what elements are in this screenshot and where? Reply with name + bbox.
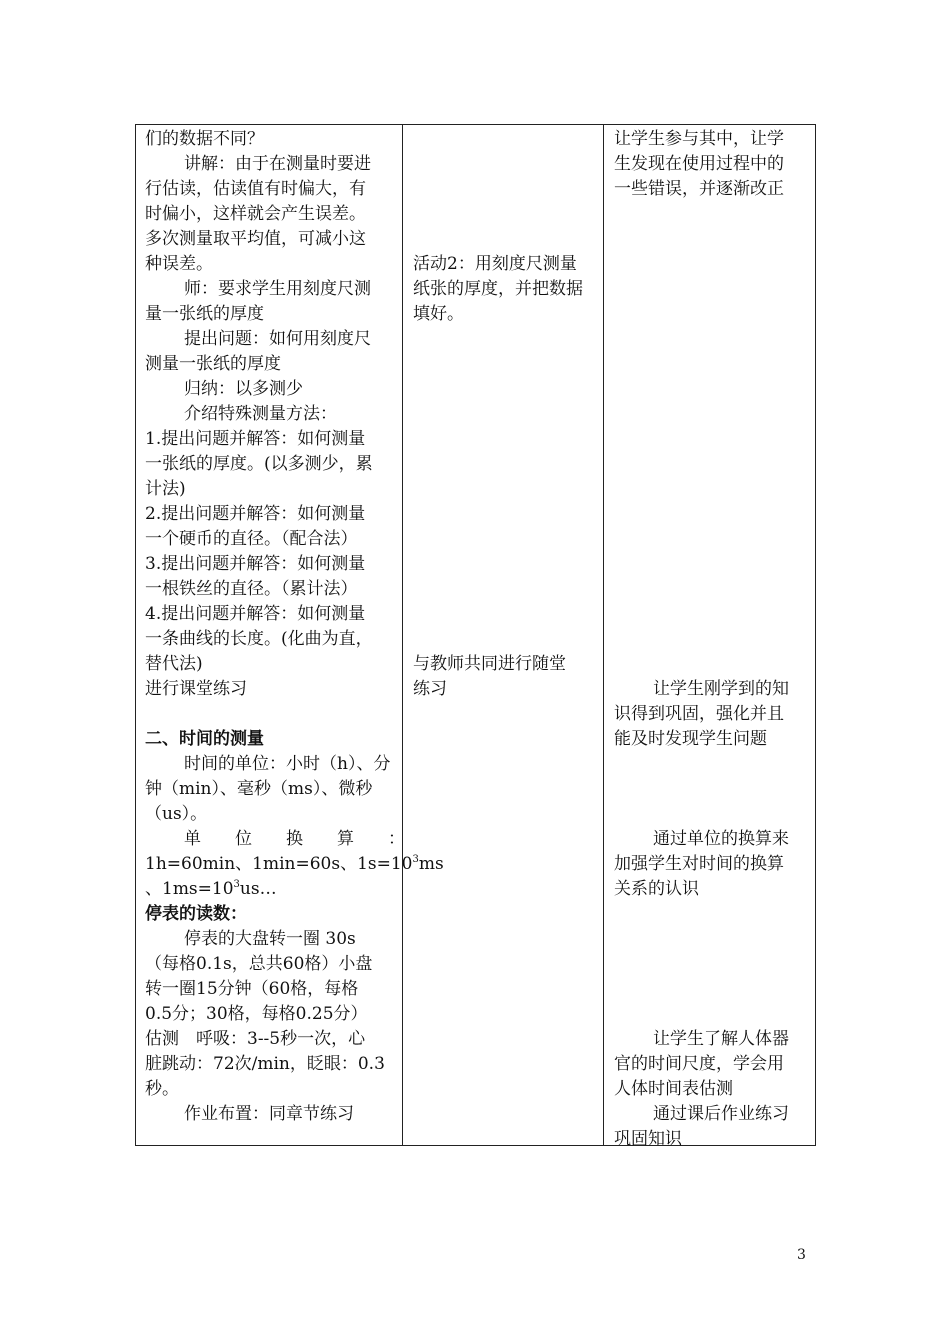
- teacher-text-line: 量一张纸的厚度: [145, 304, 264, 324]
- teacher-text-line: 介绍特殊测量方法：: [184, 404, 337, 424]
- teacher-text-line: 单 位 换 算 ：: [184, 829, 405, 849]
- section-heading: 二、时间的测量: [145, 729, 264, 749]
- intent-text-line: 识得到巩固，强化并且: [614, 704, 784, 724]
- teacher-text-line: 计法): [145, 479, 186, 499]
- lesson-plan-table: [135, 124, 816, 1149]
- teacher-text-line: 一根铁丝的直径。（累计法）: [145, 579, 358, 599]
- intent-text-line: 能及时发现学生问题: [614, 729, 767, 749]
- teacher-text-line: 种误差。: [145, 254, 213, 274]
- intent-text-line: 生发现在使用过程中的: [614, 154, 784, 174]
- teacher-text-line: 测量一张纸的厚度: [145, 354, 281, 374]
- teacher-text-line: 讲解：由于在测量时要进: [184, 154, 371, 174]
- teacher-text-line: 4.提出问题并解答：如何测量: [145, 604, 366, 624]
- teacher-text-line: 多次测量取平均值，可减小这: [145, 229, 366, 249]
- column-divider: [402, 125, 403, 1145]
- teacher-text-line: 师：要求学生用刻度尺测: [184, 279, 371, 299]
- section-heading: 停表的读数：: [145, 904, 247, 924]
- exponent: 3: [412, 854, 419, 865]
- intent-text-line: 关系的认识: [614, 879, 699, 899]
- conversion-text: us…: [239, 879, 277, 899]
- teacher-text-line: 们的数据不同？: [145, 129, 264, 149]
- teacher-text-line: 提出问题：如何用刻度尺: [184, 329, 371, 349]
- intent-text-line: 让学生刚学到的知: [653, 679, 789, 699]
- teacher-text-line: 替代法): [145, 654, 203, 674]
- student-text-line: 纸张的厚度，并把数据: [413, 279, 583, 299]
- unit-conversion-line: [145, 877, 277, 902]
- teacher-text-line: 一个硬币的直径。（配合法）: [145, 529, 358, 549]
- teacher-text-line: 脏跳动：72次/min，眨眼：0.3: [145, 1054, 385, 1074]
- teacher-text-line: 时偏小，这样就会产生误差。: [145, 204, 366, 224]
- teacher-text-line: 一条曲线的长度。(化曲为直，: [145, 629, 373, 649]
- intent-text-line: 加强学生对时间的换算: [614, 854, 784, 874]
- teacher-text-line: 秒。: [145, 1079, 179, 1099]
- student-text-line: 填好。: [413, 304, 464, 324]
- intent-text-line: 官的时间尺度，学会用: [614, 1054, 784, 1074]
- intent-text-line: 让学生参与其中，让学: [614, 129, 784, 149]
- teacher-text-line: 估测 呼吸：3--5秒一次，心: [145, 1029, 366, 1049]
- teacher-text-line: 1.提出问题并解答：如何测量: [145, 429, 366, 449]
- teacher-text-line: 归纳：以多测少: [184, 379, 303, 399]
- unit-conversion-line: [145, 852, 444, 877]
- intent-text-line: 通过单位的换算来: [653, 829, 789, 849]
- intent-text-line: 巩固知识: [614, 1129, 682, 1149]
- intent-text-line: 通过课后作业练习: [653, 1104, 789, 1124]
- teacher-text-line: 钟（min）、毫秒（ms）、微秒: [145, 779, 373, 799]
- teacher-text-line: 转一圈15分钟（60格，每格: [145, 979, 359, 999]
- intent-text-line: 人体时间表估测: [614, 1079, 733, 1099]
- conversion-text: 1h=60min、1min=60s、1s=10: [145, 854, 413, 874]
- teacher-text-line: 进行课堂练习: [145, 679, 247, 699]
- teacher-text-line: 2.提出问题并解答：如何测量: [145, 504, 366, 524]
- conversion-text: ms: [418, 854, 444, 874]
- teacher-text-line: （us）。: [145, 804, 208, 824]
- page-number: 3: [797, 1247, 806, 1263]
- conversion-text: 、1ms=10: [145, 879, 234, 899]
- teacher-text-line: 0.5分；30格，每格0.25分）: [145, 1004, 368, 1024]
- teacher-text-line: 一张纸的厚度。(以多测少，累: [145, 454, 373, 474]
- teacher-text-line: （每格0.1s，总共60格）小盘: [145, 954, 373, 974]
- teacher-text-line: 行估读，估读值有时偏大，有: [145, 179, 366, 199]
- exponent: 3: [233, 879, 240, 890]
- teacher-text-line: 停表的大盘转一圈 30s: [184, 929, 356, 949]
- student-text-line: 练习: [413, 679, 447, 699]
- intent-text-line: 一些错误，并逐渐改正: [614, 179, 784, 199]
- teacher-text-line: 作业布置：同章节练习: [184, 1104, 354, 1124]
- column-divider: [603, 125, 604, 1145]
- intent-text-line: 让学生了解人体器: [653, 1029, 789, 1049]
- student-text-line: 与教师共同进行随堂: [413, 654, 566, 674]
- teacher-text-line: 时间的单位：小时（h）、分: [184, 754, 391, 774]
- teacher-text-line: 3.提出问题并解答：如何测量: [145, 554, 366, 574]
- student-text-line: 活动2：用刻度尺测量: [413, 254, 577, 274]
